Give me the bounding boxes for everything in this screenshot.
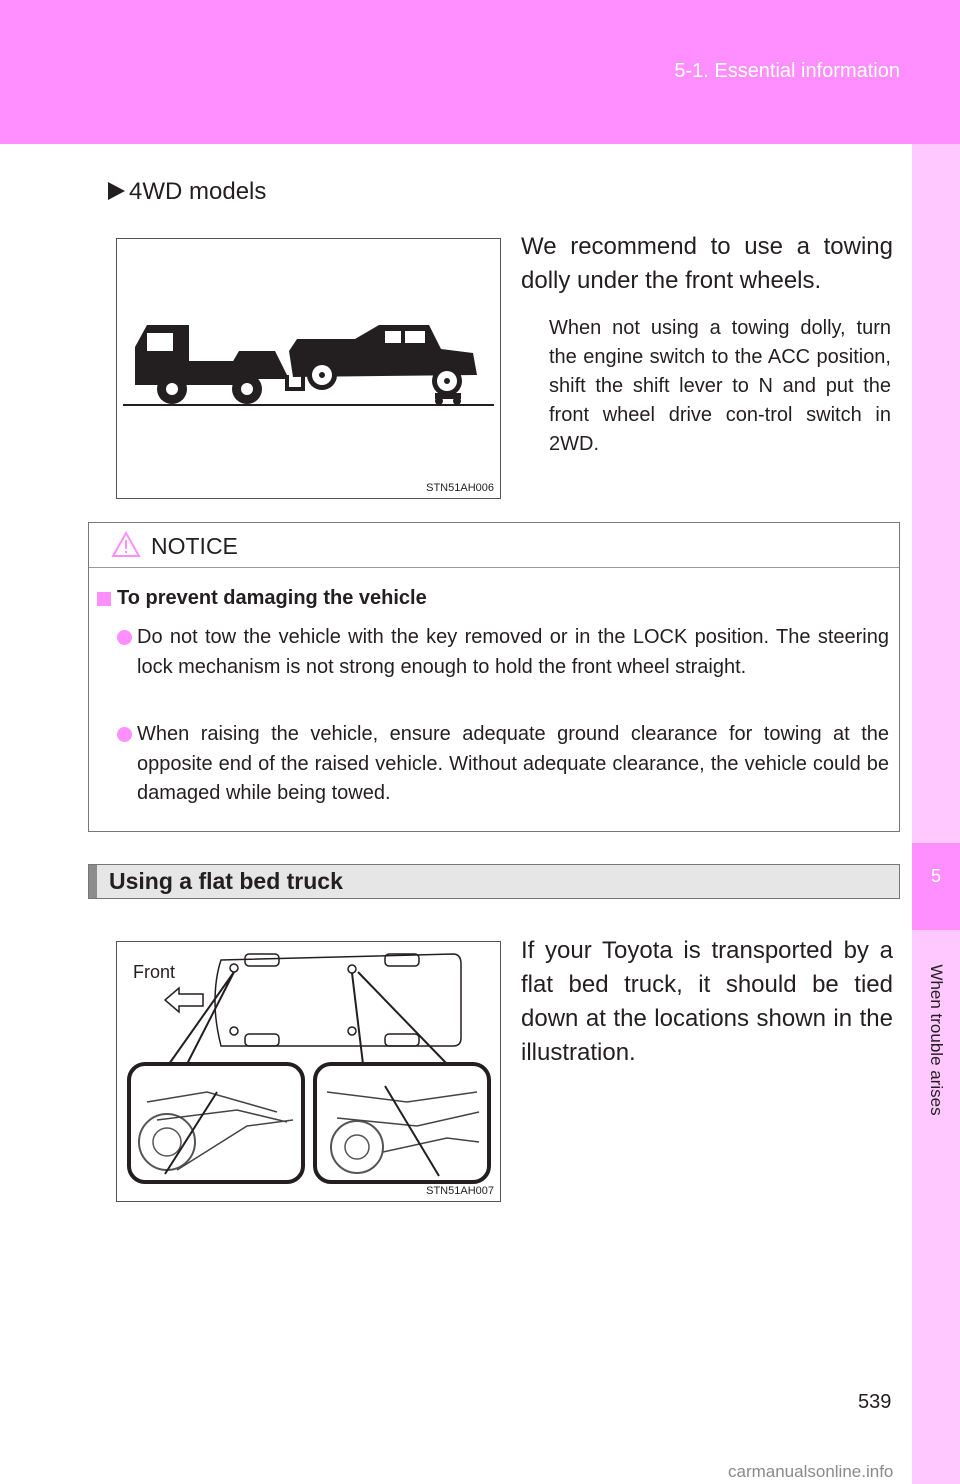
tie-down-graphic — [117, 942, 500, 1201]
figure-code: STN51AH006 — [426, 482, 494, 494]
chapter-number-tab[interactable]: 5 — [912, 843, 960, 930]
notice-bullet: When raising the vehicle, ensure adequate ground clearance for towing at the opposite end of the raised vehicle. Without adequate clearance, the vehicle could be damaged while being towed. — [137, 723, 889, 804]
towing-lead-text: We recommend to use a towing dolly under the front wheels. — [521, 233, 893, 294]
chapter-label: When trouble arises — [927, 964, 946, 1116]
figure-code: STN51AH007 — [426, 1185, 494, 1197]
arrow-icon — [108, 182, 125, 200]
notice-title: NOTICE — [151, 533, 238, 559]
section-title: 5-1. Essential information — [674, 60, 900, 82]
notice-box — [88, 522, 900, 832]
bullet-dot-icon — [117, 630, 132, 645]
square-bullet-icon — [97, 592, 111, 606]
front-arrow-icon — [165, 988, 203, 1012]
tie-down-illustration — [116, 941, 501, 1202]
section-heading-text: Using a flat bed truck — [109, 868, 343, 894]
notice-subheading: To prevent damaging the vehicle — [117, 587, 427, 609]
warning-icon — [111, 531, 141, 558]
flatbed-text: If your Toyota is transported by a flat bed truck, it should be tied down at the locations shown in the illustration. — [521, 937, 893, 1066]
tow-truck-graphic — [117, 239, 500, 498]
notice-header — [89, 523, 899, 568]
chapter-sidebar — [912, 144, 960, 1484]
subsection-label — [108, 178, 266, 206]
towing-detail-text: When not using a towing dolly, turn the engine switch to the ACC position, shift the shift lever to N and put the front wheel drive con-trol switch in 2WD. — [549, 317, 891, 455]
notice-bullet: Do not tow the vehicle with the key removed or in the LOCK position. The steering lock mechanism is not strong enough to hold the front wheel straight. — [137, 626, 889, 678]
subsection-text: 4WD models — [129, 178, 267, 205]
section-heading — [88, 864, 900, 899]
page-header — [0, 0, 960, 144]
page-number: 539 — [858, 1391, 892, 1413]
watermark: carmanualsonline.info — [728, 1462, 894, 1481]
heading-bar — [89, 865, 97, 898]
towing-illustration — [116, 238, 501, 499]
bullet-dot-icon — [117, 727, 132, 742]
front-label: Front — [133, 962, 176, 982]
